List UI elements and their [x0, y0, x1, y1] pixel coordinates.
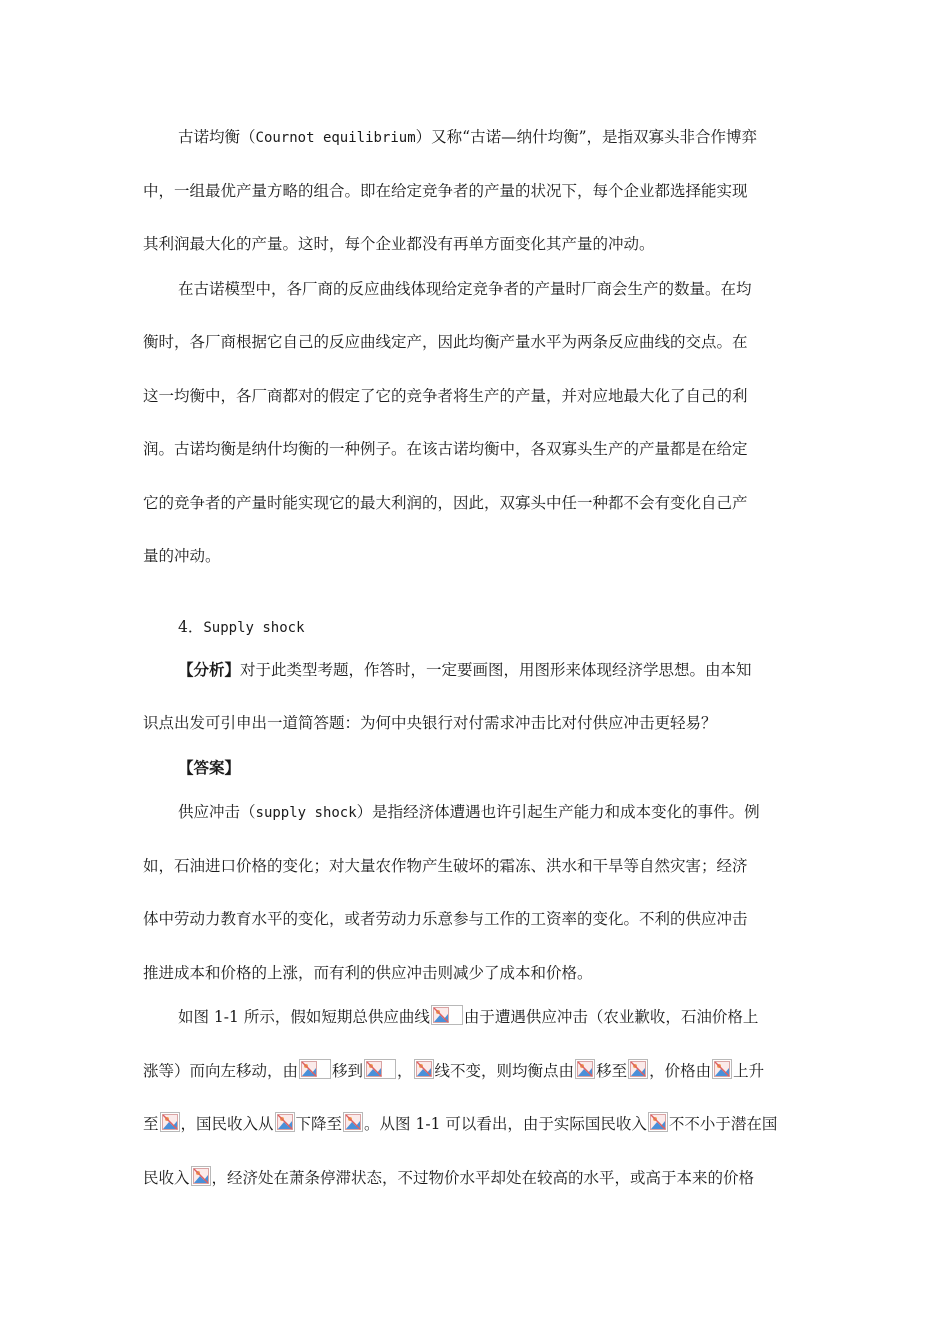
- paragraph-model-line-4: 润。古诺均衡是纳什均衡的一种例子。在该古诺均衡中，各双寡头生产的产量都是在给定: [143, 440, 748, 458]
- broken-image-icon: [648, 1112, 668, 1132]
- analysis-tag: 【分析】: [178, 660, 241, 679]
- paragraph-shock-line-2: 如，石油进口价格的变化；对大量农作物产生破坏的霜冻、洪水和干旱等自然灾害；经济: [143, 857, 748, 875]
- broken-image-icon: [364, 1059, 396, 1079]
- paragraph-cournot-line-2: 中，一组最优产量方略的组合。即在给定竞争者的产量的状况下，每个企业都选择能实现: [143, 182, 748, 200]
- broken-image-icon: [160, 1112, 180, 1132]
- broken-image-icon: [414, 1059, 434, 1079]
- paragraph-figure-line-1: 如图 1-1 所示，假如短期总供应曲线 由于遭遇供应冲击（农业歉收，石油价格上: [178, 1005, 807, 1028]
- paragraph-model-line-5: 它的竞争者的产量时能实现它的最大利润的，因此，双寡头中任一种都不会有变化自己产: [143, 494, 748, 512]
- broken-image-icon: [575, 1059, 595, 1079]
- paragraph-shock-line-4: 推进成本和价格的上涨，而有利的供应冲击则减少了成本和价格。: [143, 964, 593, 982]
- broken-image-icon: [299, 1059, 331, 1079]
- broken-image-icon: [628, 1059, 648, 1079]
- broken-image-icon: [431, 1005, 463, 1025]
- broken-image-icon: [343, 1112, 363, 1132]
- analysis-line-1: 【分析】对于此类型考题，作答时，一定要画图，用图形来体现经济学思想。由本知: [178, 660, 752, 679]
- paragraph-figure-line-3: 至 ，国民收入从 下降至 。从图 1-1 可以看出，由于实际国民收入 不不小于潜在国: [143, 1112, 807, 1135]
- paragraph-model-line-3: 这一均衡中，各厂商都对的假定了它的竞争者将生产的产量，并对应地最大化了自己的利: [143, 387, 748, 405]
- paragraph-model-line-2: 衡时，各厂商根据它自己的反应曲线定产，因此均衡产量水平为两条反应曲线的交点。在: [143, 333, 748, 351]
- paragraph-shock-line-1: 供应冲击（supply shock）是指经济体遭遇也许引起生产能力和成本变化的事件。例: [178, 803, 760, 821]
- broken-image-icon: [275, 1112, 295, 1132]
- paragraph-cournot-line-3: 其利润最大化的产量。这时，每个企业都没有再单方面变化其产量的冲动。: [143, 235, 655, 253]
- paragraph-figure-line-2: 涨等）而向左移动，由 移到 ， 线不变，则均衡点由 移至 ，价格由 上升: [143, 1059, 807, 1082]
- broken-image-icon: [191, 1166, 211, 1186]
- paragraph-figure-line-4: 民收入 ，经济处在萧条停滞状态，不过物价水平却处在较高的水平，或高于本来的价格: [143, 1166, 807, 1189]
- section-heading: 4．Supply shock: [178, 618, 305, 636]
- answer-tag: 【答案】: [178, 758, 241, 777]
- paragraph-shock-line-3: 体中劳动力教育水平的变化，或者劳动力乐意参与工作的工资率的变化。不利的供应冲击: [143, 910, 748, 928]
- analysis-line-2: 识点出发可引申出一道简答题：为何中央银行对付需求冲击比对付供应冲击更轻易？: [143, 714, 717, 732]
- paragraph-model-line-6: 量的冲动。: [143, 547, 221, 565]
- broken-image-icon: [712, 1059, 732, 1079]
- paragraph-cournot-line-1: 古诺均衡（Cournot equilibrium）又称“古诺—纳什均衡”，是指双寡头非合作博弈: [178, 128, 758, 146]
- paragraph-model-line-1: 在古诺模型中，各厂商的反应曲线体现给定竞争者的产量时厂商会生产的数量。在均: [178, 280, 752, 298]
